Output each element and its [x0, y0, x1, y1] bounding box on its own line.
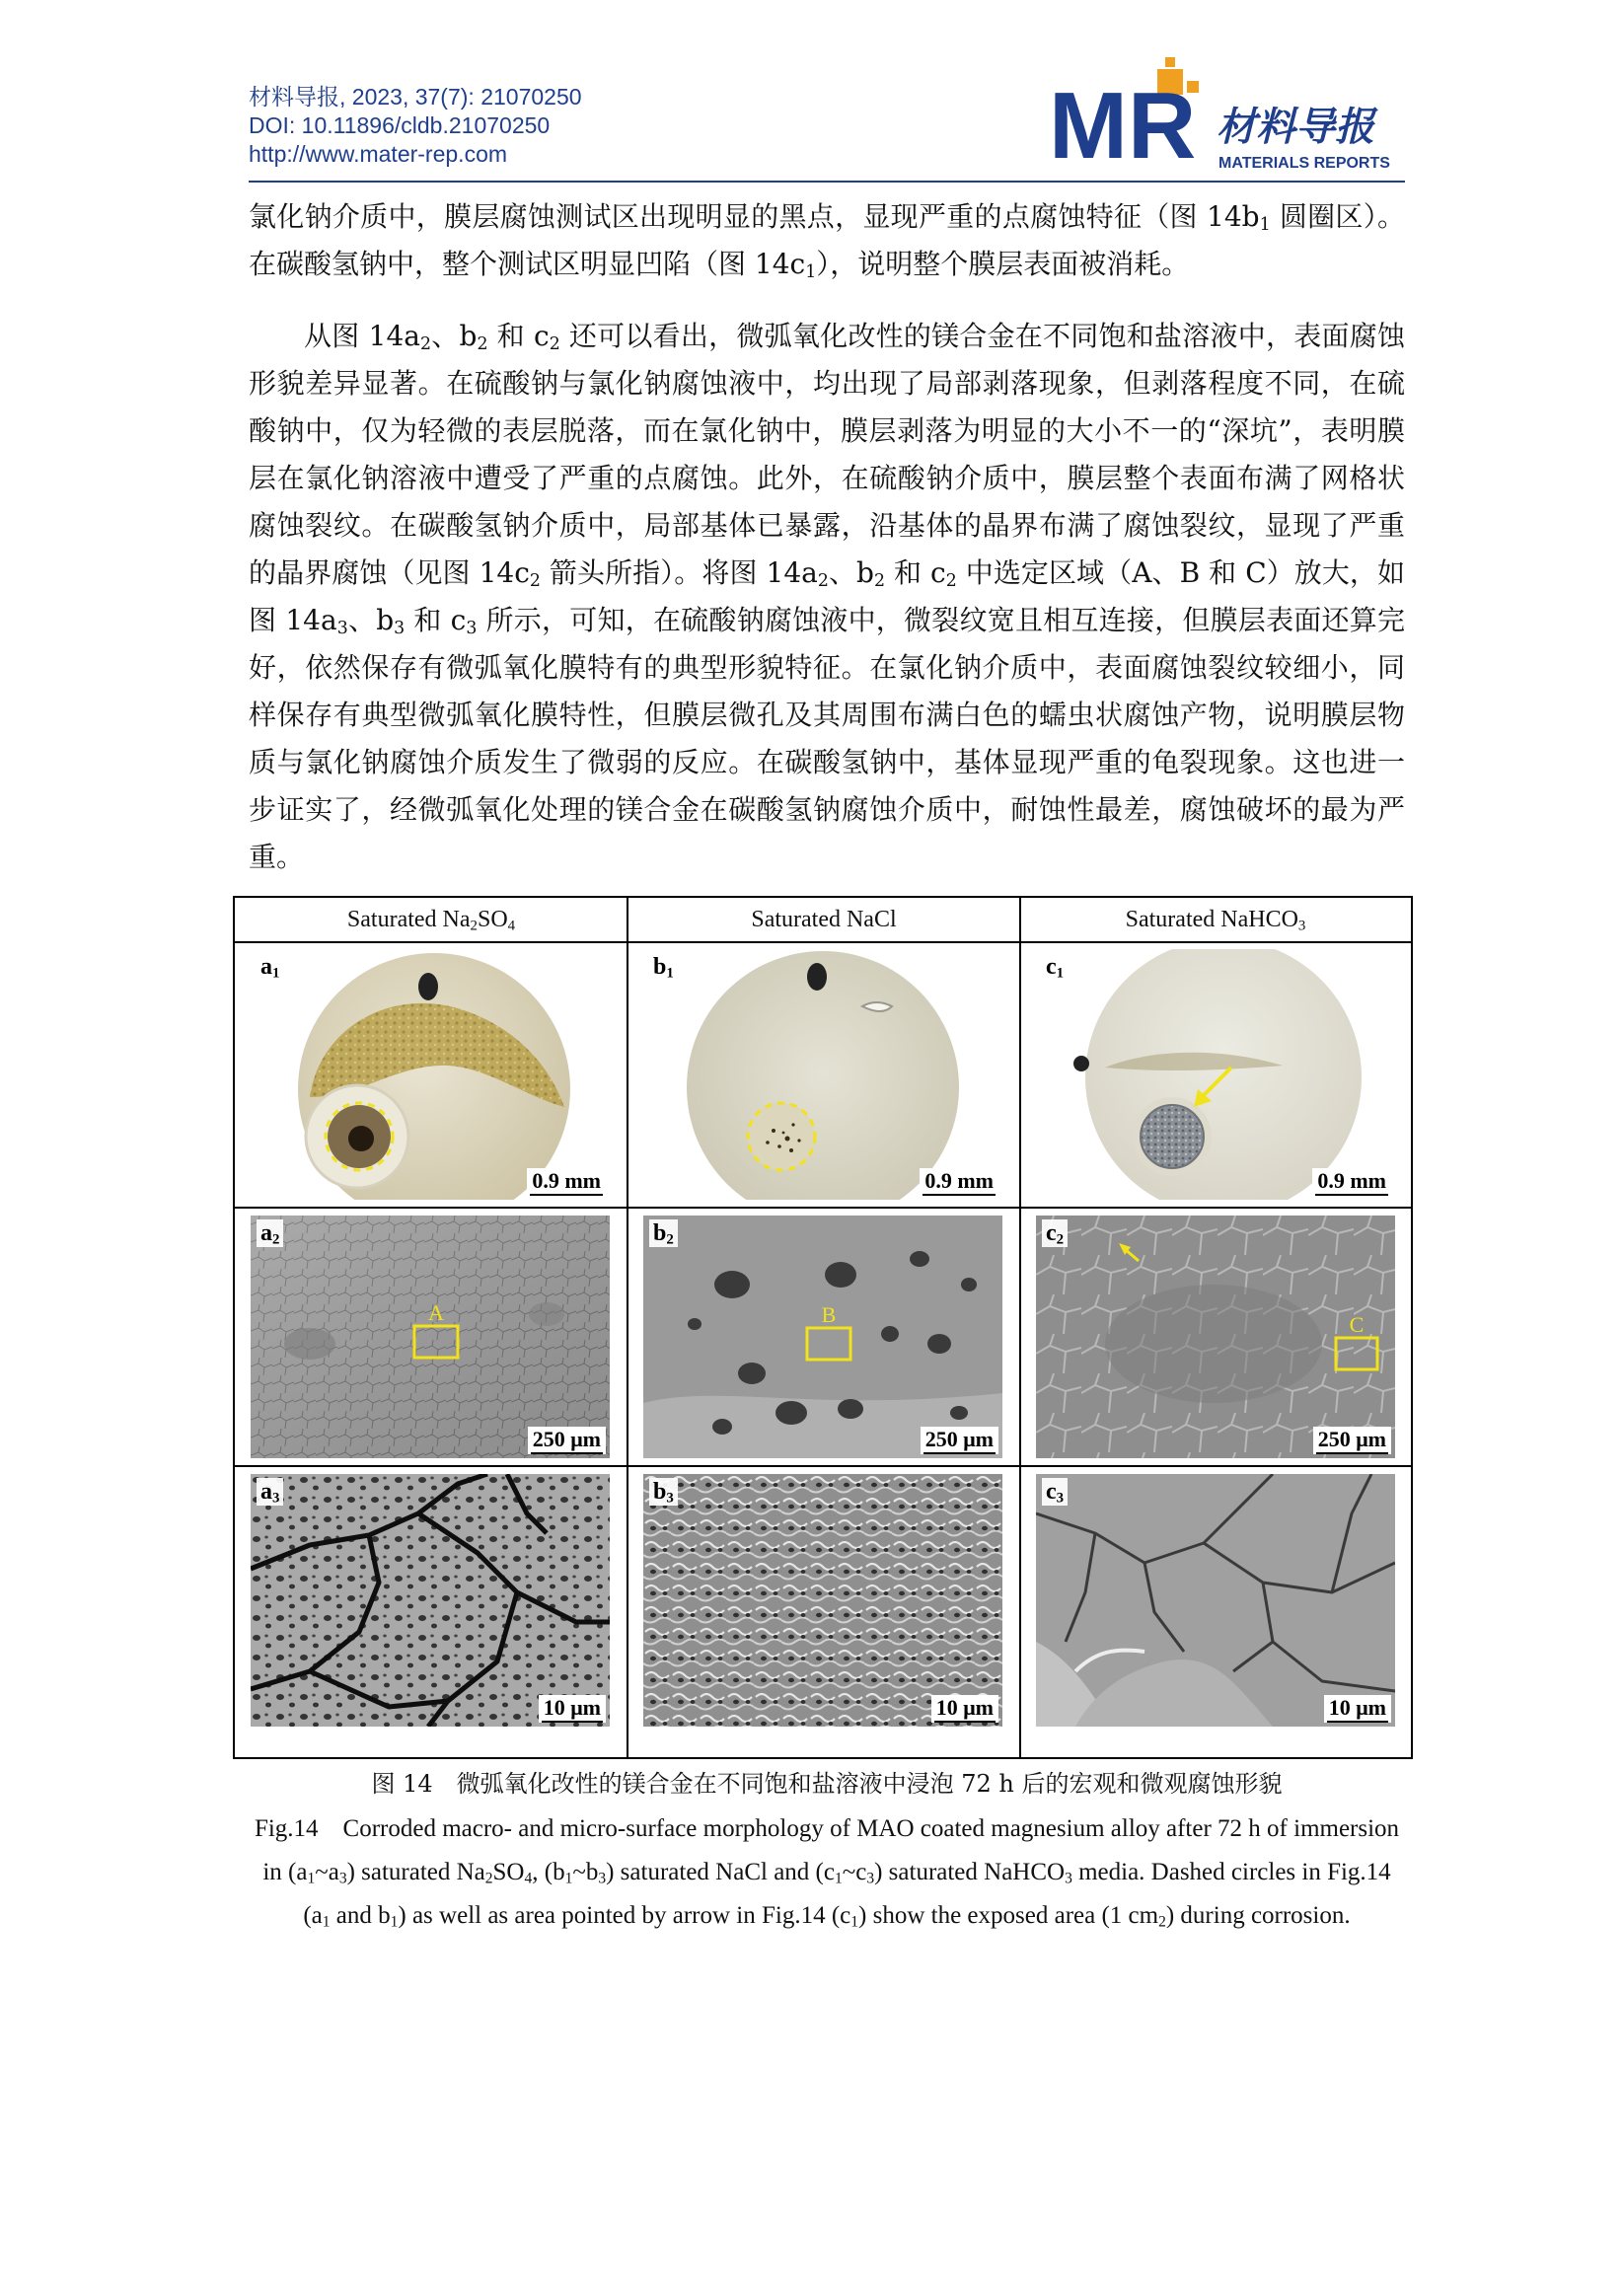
panel-label: $a_3$	[257, 1478, 283, 1506]
journal-meta	[249, 83, 582, 169]
journal-logo	[1049, 57, 1404, 174]
sem-low-nahco3	[1036, 1216, 1395, 1458]
svg-text:C: C	[1349, 1312, 1365, 1337]
logo-mark-icon	[1049, 57, 1404, 174]
doi: DOI: 10.11896/cldb.21070250	[249, 112, 551, 138]
panel-b2	[643, 1216, 1002, 1458]
macro-photo-na2so4	[251, 949, 610, 1200]
sem-high-nahco3	[1036, 1474, 1395, 1727]
grid-divider	[235, 1207, 1411, 1209]
figure-caption-zh: 图 14 微弧氧化改性的镁合金在不同饱和盐溶液中浸泡 72 h 后的宏观和微观腐蚀形貌	[371, 1770, 1283, 1798]
panel-a3	[251, 1474, 610, 1727]
header-rule	[249, 181, 1405, 183]
grid-divider	[235, 1465, 1411, 1467]
panel-c1	[1036, 949, 1395, 1200]
grid-divider	[235, 941, 1411, 943]
column-header-nahco3: Saturated NaHCO$_3$	[1125, 907, 1306, 934]
panel-label: $b_1$	[649, 953, 678, 981]
scale-bar: 10 μm	[539, 1695, 606, 1723]
svg-text:R: R	[1128, 73, 1197, 174]
column-header-nacl: Saturated NaCl	[751, 907, 897, 932]
figure-caption-en: Fig.14 Corroded macro- and micro-surface morphology of MAO coated magnesium alloy after 72 h of immersion in $(a_1\sim a_3)$ saturated $Na_2SO_4$, $(b_1\sim b_3)$ saturated NaCl and $(c_1\sim c_3)$ saturated NaHCO$_3$ media. Dashed circles in Fig.14 ($a_1$ and $b_1$) as well as area pointed by arrow in Fig.14 $(c_1)$ show the exposed area (1 $cm_2$) during corrosion.	[254, 1815, 1400, 1931]
panel-label: $a_2$	[257, 1219, 283, 1247]
grid-divider	[627, 898, 628, 1757]
svg-text:M: M	[1049, 73, 1124, 174]
scale-bar: 0.9 mm	[920, 1168, 998, 1196]
panel-label: $b_3$	[649, 1478, 678, 1506]
panel-label: $c_3$	[1042, 1478, 1068, 1506]
scale-bar: 250 μm	[1313, 1427, 1391, 1454]
panel-a2	[251, 1216, 610, 1458]
sem-low-na2so4	[251, 1216, 610, 1458]
panel-a1	[251, 949, 610, 1200]
figure-14-grid	[233, 896, 1413, 1759]
scale-bar: 0.9 mm	[1312, 1168, 1391, 1196]
logo-name-en: MATERIALS REPORTS	[1218, 155, 1390, 172]
sem-high-na2so4	[251, 1474, 610, 1727]
svg-text:A: A	[428, 1300, 444, 1325]
scale-bar: 250 μm	[921, 1427, 998, 1454]
panel-b1	[643, 949, 1002, 1200]
panel-label: $c_1$	[1042, 953, 1068, 981]
panel-label: $b_2$	[649, 1219, 678, 1247]
panel-c3	[1036, 1474, 1395, 1727]
scale-bar: 10 μm	[931, 1695, 998, 1723]
paragraph-continued: 氯化钠介质中，膜层腐蚀测试区出现明显的黑点，显现严重的点腐蚀特征（图 $14b_1$ 圆圈区）。在碳酸氢钠中，整个测试区明显凹陷（图 $14c_1$），说明整个膜层表面被消耗。	[249, 200, 1405, 282]
grid-divider	[1019, 898, 1021, 1757]
panel-label: $c_2$	[1042, 1219, 1068, 1247]
logo-name-zh: 材料导报	[1217, 104, 1374, 150]
panel-c2	[1036, 1216, 1395, 1458]
sem-low-nacl	[643, 1216, 1002, 1458]
scale-bar: 10 μm	[1324, 1695, 1391, 1723]
journal-url[interactable]: http://www.mater-rep.com	[249, 141, 508, 167]
scale-bar: 0.9 mm	[527, 1168, 606, 1196]
panel-b3	[643, 1474, 1002, 1727]
journal-citation: 材料导报, 2023, 37(7): 21070250	[249, 84, 582, 110]
sem-high-nacl	[643, 1474, 1002, 1727]
scale-bar: 250 μm	[528, 1427, 606, 1454]
column-header-na2so4: Saturated $Na_2SO_4$	[346, 907, 516, 934]
panel-label: $a_1$	[257, 953, 283, 981]
paragraph-main: 从图 $14a_2$、$b_2$ 和 $c_2$ 还可以看出，微弧氧化改性的镁合金在不同饱和盐溶液中，表面腐蚀形貌差异显著。在硫酸钠与氯化钠腐蚀液中，均出现了局部剥落现象，但剥落程度不同，在硫酸钠中，仅为轻微的表层脱落，而在氯化钠中，膜层剥落为明显的大小不一的“深坑”，表明膜层在氯化钠溶液中遭受了严重的点腐蚀。此外，在硫酸钠介质中，膜层整个表面布满了网格状腐蚀裂纹。在碳酸氢钠介质中，局部基体已暴露，沿基体的晶界布满了腐蚀裂纹，显现了严重的晶界腐蚀（见图 $14c_2$ 箭头所指）。将图 $14a_2$、$b_2$ 和 $c_2$ 中选定区域（A、B 和 C）放大，如图 $14a_3$、$b_3$ 和 $c_3$ 所示，可知，在硫酸钠腐蚀液中，微裂纹宽且相互连接，但膜层表面还算完好，依然保存有微弧氧化膜特有的典型形貌特征。在氯化钠介质中，表面腐蚀裂纹较细小，同样保存有典型微弧氧化膜特性，但膜层微孔及其周围布满白色的蠕虫状腐蚀产物，说明膜层物质与氯化钠腐蚀介质发生了微弱的反应。在碳酸氢钠中，基体显现严重的龟裂现象。这也进一步证实了，经微弧氧化处理的镁合金在碳酸氢钠腐蚀介质中，耐蚀性最差，腐蚀破坏的最为严重。	[249, 320, 1405, 873]
macro-photo-nahco3	[1036, 949, 1395, 1200]
macro-photo-nacl	[643, 949, 1002, 1200]
svg-text:B: B	[821, 1302, 837, 1327]
